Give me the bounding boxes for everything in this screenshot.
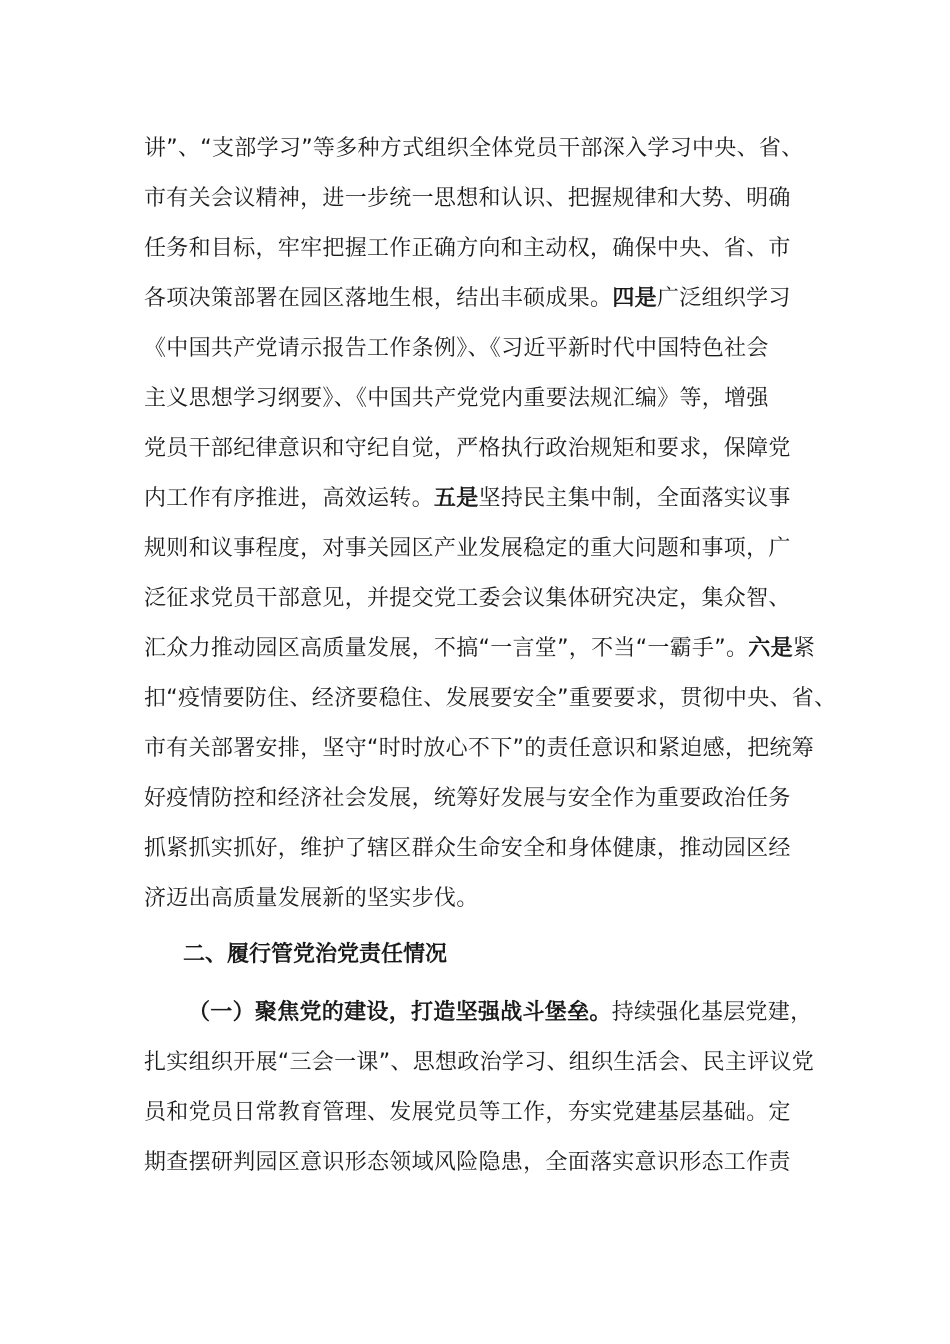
text-line: 规则和议事程度，对事关园区产业发展稳定的重大问题和事项，广	[144, 536, 791, 561]
text-run: 坚持民主集中制，全面落实议事	[478, 486, 791, 511]
text-line: 市有关部署安排，坚守“时时放心不下”的责任意识和紧迫感，把统筹	[144, 736, 815, 761]
text-line: 员和党员日常教育管理、发展党员等工作，夯实党建基层基础。定	[144, 1100, 791, 1125]
paragraph-2	[144, 988, 814, 1188]
text-line: 扎实组织开展“三会一课”、思想政治学习、组织生活会、民主评议党	[144, 1050, 815, 1075]
text-line: 任务和目标，牢牢把握工作正确方向和主动权，确保中央、省、市	[144, 236, 791, 261]
text-line: 好疫情防控和经济社会发展，统筹好发展与安全作为重要政治任务	[144, 786, 791, 811]
text-run: 广泛组织学习	[656, 286, 791, 311]
text-line	[144, 474, 814, 524]
text-run: 汇众力推动园区高质量发展，不搞“一言堂”，不当“一霸手”。	[144, 636, 749, 661]
subsection-heading: （一）聚焦党的建设，打造坚强战斗堡垒。	[188, 1000, 612, 1025]
text-run: 内工作有序推进，高效运转。	[144, 486, 434, 511]
text-line: 主义思想学习纲要》、《中国共产党党内重要法规汇编》等，增强	[144, 386, 769, 411]
text-line	[144, 988, 814, 1038]
text-line	[144, 624, 814, 674]
text-run: 各项决策部署在园区落地生根，结出丰硕成果。	[144, 286, 613, 311]
text-run: 持续强化基层党建，	[611, 1000, 813, 1025]
text-line: 《中国共产党请示报告工作条例》、《习近平新时代中国特色社会	[144, 336, 769, 361]
bold-marker-four: 四是	[612, 286, 657, 311]
section-heading: 二、履行管党治党责任情况	[183, 942, 448, 967]
text-run: 紧	[792, 636, 816, 661]
bold-marker-six: 六是	[748, 636, 793, 661]
text-line: 党员干部纪律意识和守纪自觉，严格执行政治规矩和要求，保障党	[144, 436, 791, 461]
paragraph-1	[144, 124, 837, 924]
text-line: 讲”、“支部学习”等多种方式组织全体党员干部深入学习中央、省、	[144, 136, 804, 161]
text-line: 期查摆研判园区意识形态领域风险隐患，全面落实意识形态工作责	[144, 1150, 791, 1175]
text-line: 扣“疫情要防住、经济要稳住、发展要安全”重要要求，贯彻中央、省、	[144, 686, 837, 711]
text-line: 济迈出高质量发展新的坚实步伐。	[144, 886, 479, 911]
text-line: 抓紧抓实抓好，维护了辖区群众生命安全和身体健康，推动园区经	[144, 836, 791, 861]
text-line: 泛征求党员干部意见，并提交党工委会议集体研究决定，集众智、	[144, 586, 791, 611]
bold-marker-five: 五是	[433, 486, 479, 511]
text-line: 市有关会议精神，进一步统一思想和认识、把握规律和大势、明确	[144, 186, 791, 211]
text-line	[144, 274, 814, 324]
